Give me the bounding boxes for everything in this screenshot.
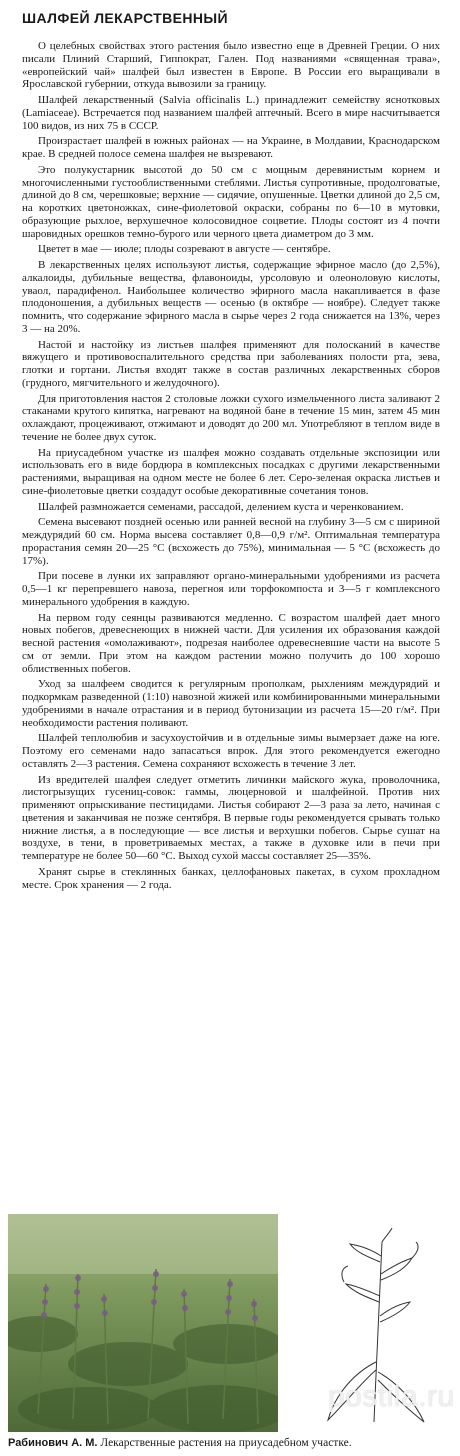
paragraph-description: Это полукустарник высотой до 50 см с мощным деревянистым корнем и многочисленными густооблиственными стеблями. Листья супротивные, продолговатые, длиной до 8 см, черешковые; верхние — сидячие, опушенные. Цветки длиной до 2,5 см, на коротких цветоножках, сине-фиолетовой окраски, собраны по 6—10 в мутовки, образующие рыхлое, верхушечное колосовидное соцветие. Плоды состоят из 4 почти шаровидных орешков темно-бурого или черного цвета диаметром до 3 мм.	[22, 163, 440, 240]
sage-photo-image	[8, 1214, 278, 1432]
caption-book: Лекарственные растения на приусадебном участке.	[100, 1437, 352, 1449]
paragraph-fertilizing: При посеве в лунки их заправляют органо-минеральными удобрениями из расчета 0,5—1 кг перепревшего навоза, перегноя или торфокомпоста и 3—5 г комплексного минерального удобрения в каждую.	[22, 570, 440, 608]
article-title: ШАЛФЕЙ ЛЕКАРСТВЕННЫЙ	[22, 10, 228, 26]
paragraph-storage: Хранят сырье в стеклянных банках, целлофановых пакетах, в сухом прохладном месте. Срок хранения — 2 года.	[22, 865, 440, 891]
paragraph-composition: В лекарственных целях используют листья, содержащие эфирное масло (до 2,5%), алкалоиды, дубильные вещества, флавоноиды, урсоловую и олеоноловую кислоты, уваол, парадифенол. Наибольшее количество эфирного масла накапливается в фазе плодоношения, а дубильных веществ — осенью (в октябре — ноябре). Следует также помнить, что содержание эфирного масла в сырье через 2 года снижается на 13%, через 3 — на 20%.	[22, 259, 440, 335]
watermark-text: postila.ru	[328, 1380, 455, 1413]
paragraph-winter: Шалфей теплолюбив и засухоустойчив и в отдельные зимы вымерзает даже на юге. Поэтому его семенами надо запасаться впрок. Для этого рекомендуется ежегодно оставлять 2—3 растения. Семена сохраняют всхожесть в течение 3 лет.	[22, 732, 440, 770]
watermark	[274, 1378, 458, 1428]
caption-author: Рабинович А. М.	[8, 1437, 98, 1449]
paragraph-sowing: Семена высевают поздней осенью или ранней весной на глубину 3—5 см с шириной междурядий 60 см. Норма высева составляет 0,8—0,9 г/м². Оптимальная температура прорастания семян 20—25 °С (всхожесть до 75%), минимальная — 5 °С (всхожесть до 17%).	[22, 516, 440, 567]
paragraph-history: О целебных свойствах этого растения было известно еще в Древней Греции. О них писали Плиний Старший, Гиппократ, Гален. Под названиями «священная трава», «европейский чай» шалфей был известен в Европе. В России его выращивали в Ярославской губернии, откуда вывозили за границу.	[22, 40, 440, 91]
article-body	[22, 40, 440, 894]
paragraph-usage: Настой и настойку из листьев шалфея применяют для полосканий в качестве вяжущего и противовоспалительного средства при заболеваниях полости рта, зева, глотки и гортани. Листья входят также в состав различных лекарственных сборов (грудного, мягчительного и желудочного).	[22, 338, 440, 389]
paragraph-care: Уход за шалфеем сводится к регулярным прополкам, рыхлениям междурядий и подкормкам разведенной (1:10) навозной жижей или комбинированными минеральными удобрениями в начале отрастания и в период бутонизации из расчета 15—20 г/м². При необходимости растения поливают.	[22, 678, 440, 729]
paragraph-infusion: Для приготовления настоя 2 столовые ложки сухого измельченного листа заливают 2 стаканами крутого кипятка, нагревают на водяной бане в течение 15 мин, затем 45 мин охлаждают, процеживают, отжимают и доводят до 200 мл. Употребляют в теплом виде в течение не более двух суток.	[22, 392, 440, 443]
paragraph-propagation: Шалфей размножается семенами, рассадой, делением куста и черенкованием.	[38, 500, 404, 513]
paragraph-distribution: Произрастает шалфей в южных районах — на Украине, в Молдавии, Краснодарском крае. В средней полосе семена шалфея не вызревают.	[22, 135, 440, 160]
paragraph-classification: Шалфей лекарственный (Salvia officinalis L.) принадлежит семейству яснотковых (Lamiaceae). Встречается под названием шалфей аптечный. Всего в мире насчитывается 100 видов, из них 75 в СССР.	[22, 94, 440, 132]
paragraph-garden: На приусадебном участке из шалфея можно создавать отдельные экспозиции или использовать его в виде бордюра в комплексных посадках с другими лекарственными растениями, выращивая на одном месте не более 6 лет. Серо-зеленая окраска листьев и сине-фиолетовые цветки создадут особые декоративные сочетания тонов.	[22, 446, 440, 497]
paragraph-first-year: На первом году сеянцы развиваются медленно. С возрастом шалфей дает много новых побегов, древеснеющих в нижней части. Для усиления их образования каждой весной растения «омолаживают», подрезая наиболее одревесневшие части на высоте 5 см от земли. При этом на каждом растении можно получить до 100 хорошо облиственных побегов.	[22, 611, 440, 675]
paragraph-flowering: Цветет в мае — июле; плоды созревают в августе — сентябре.	[38, 243, 331, 256]
paragraph-pests-harvest: Из вредителей шалфея следует отметить личинки майского жука, проволочника, листогрызущих гусениц-совок: гаммы, люцерновой и шалфейной. Против них применяют опрыскивание пестицидами. Листья собирают 2—3 раза за лето, начиная с цветения и заканчивая не позже сентября. В первые годы рекомендуется срывать только нижние листья, а в последующие — все листья и верхушки побегов. Сырье сушат на воздухе, в тени, в проветриваемых местах, а также в духовке или в печи при температуре не более 50—60 °С. Выход сухой массы составляет 25—35%.	[22, 773, 440, 862]
source-caption	[8, 1437, 458, 1449]
sage-photo	[8, 1214, 278, 1432]
